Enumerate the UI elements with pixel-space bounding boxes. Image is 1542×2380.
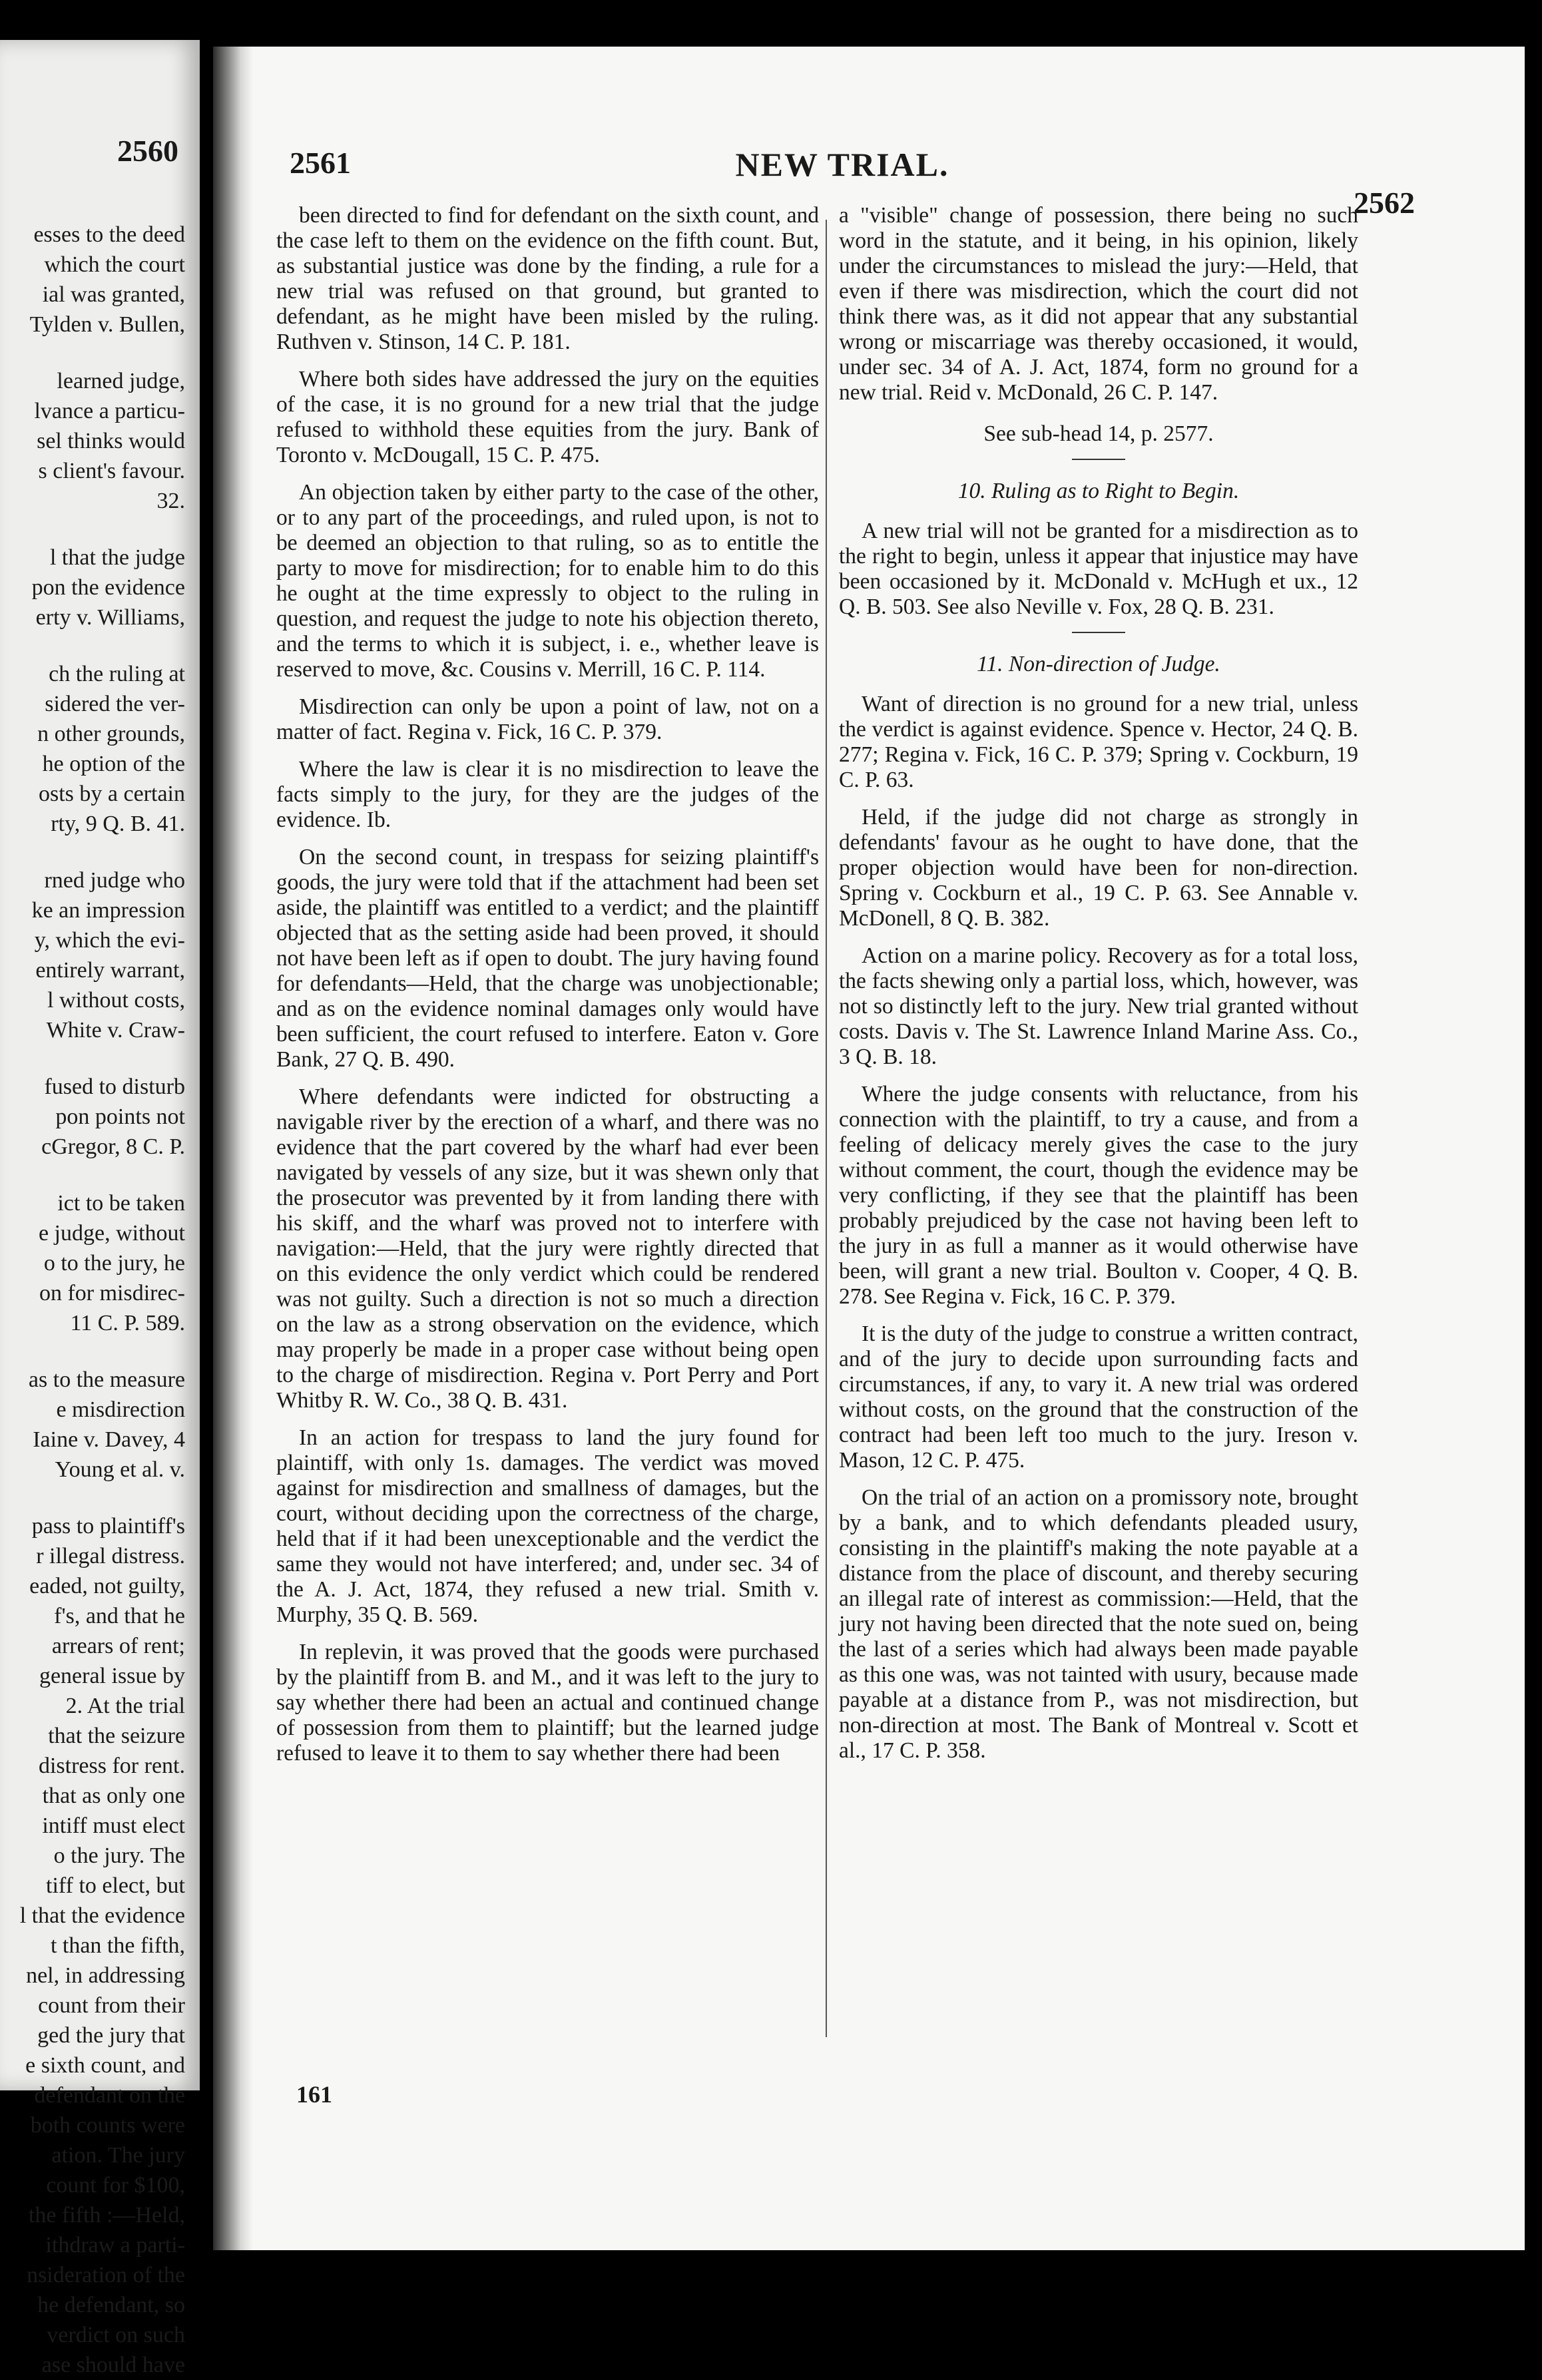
previous-page-line: pass to plaintiff's (31, 1514, 185, 1539)
left-column (276, 203, 819, 1778)
previous-page-line: rty, 9 Q. B. 41. (51, 812, 185, 836)
previous-page-line: lvance a particu- (34, 399, 185, 423)
page-number-right: 2562 (1354, 186, 1415, 220)
previous-page-line: 2. At the trial (65, 1694, 185, 1718)
previous-page-line: ial was granted, (42, 282, 185, 307)
previous-page-fragment (0, 40, 200, 2377)
previous-page-gap (0, 516, 185, 543)
previous-page-line: y, which the evi- (34, 928, 185, 953)
signature-mark: 161 (296, 2081, 332, 2108)
previous-page-line: ithdraw a parti- (45, 2233, 185, 2258)
paragraph: A new trial will not be granted for a misdirection as to the right to begin, unless it appear that injustice may have been occasioned by it. McDonald v. McHugh et ux., 12 Q. B. 503. See also Neville v. Fox, 28 Q. B. 231. (839, 519, 1358, 619)
previous-page-line: general issue by (39, 1664, 185, 1688)
paragraph: Held, if the judge did not charge as strongly in defendants' favour as he ought to have done, that the proper objection would have been for non-direction. Spring v. Cockburn et al., 19 C. P. 63. See Annable v. McDonell, 8 Q. B. 382. (839, 805, 1358, 931)
previous-page-line: both counts were (30, 2113, 185, 2138)
subheading-10: 10. Ruling as to Right to Begin. (957, 479, 1240, 503)
previous-page-line: learned judge, (57, 369, 185, 393)
previous-page-line: verdict on such (47, 2323, 185, 2347)
previous-page-line: 32. (156, 489, 185, 513)
previous-page-line: nsideration of the (27, 2263, 185, 2287)
page-header (290, 145, 1415, 220)
previous-page-line: as to the measure (28, 1367, 185, 1392)
previous-page-gap (0, 632, 185, 659)
previous-page-line: osts by a certain (39, 782, 185, 806)
page-number-left: 2561 (290, 146, 351, 180)
previous-page-line: pon points not (55, 1104, 185, 1129)
previous-page-gap (0, 1338, 185, 1365)
previous-page-line: e judge, without (38, 1221, 185, 1246)
previous-page-line: tiff to elect, but (46, 1873, 185, 1898)
previous-page-gap (0, 1045, 185, 1072)
previous-page-line: ase should have (41, 2353, 185, 2377)
paragraph: Want of direction is no ground for a new trial, unless the verdict is against evidence. Spence v. Hector, 24 Q. B. 277; Regina v. Fick, 16 C. P. 379; Spring v. Cockburn, 19 C. P. 63. (839, 692, 1358, 792)
paragraph: On the second count, in trespass for seizing plaintiff's goods, the jury were told that if the attachment had been set aside, the plaintiff was entitled to a verdict; and the plaintiff objected that as the setting aside had been proved, it should not have been left as if open to doubt. The jury having found for defendants—Held, that the charge was unobjectionable; and as on the evidence nominal damages only would have been sufficient, the court refused to interfere. Eaton v. Gore Bank, 27 Q. B. 490. (276, 845, 819, 1072)
paragraph: On the trial of an action on a promissory note, brought by a bank, and to which defendants pleaded usury, consisting in the plaintiff's making the note payable at a distance from the place of discount, and thereby securing an illegal rate of interest as commission:—Held, that the jury not having been directed that the note sued on, being the last of a series which had always been made payable as this one was, was not tainted with usury, because made payable at a distance from P., was not misdirection, but non-direction at most. The Bank of Montreal v. Scott et al., 17 C. P. 358. (839, 1485, 1358, 1763)
previous-page-gap (0, 1162, 185, 1188)
previous-page-line: intiff must elect (42, 1813, 185, 1838)
previous-page-line: entirely warrant, (35, 958, 185, 983)
previous-page-line: eaded, not guilty, (29, 1574, 185, 1598)
previous-page-line: l without costs, (47, 988, 185, 1013)
previous-page-line: which the court (44, 252, 185, 277)
previous-page-line: e sixth count, and (25, 2053, 185, 2078)
previous-page-line: e misdirection (56, 1397, 185, 1422)
previous-page-line: o the jury. The (53, 1843, 185, 1868)
subheading-11: 11. Non-direction of Judge. (977, 652, 1220, 676)
previous-page-line: nel, in addressing (26, 1963, 185, 1988)
paragraph: Where defendants were indicted for obstructing a navigable river by the erection of a wharf, and there was no evidence that the part covered by the wharf had ever been navigated by vessels of any size, but it was shewn only that the prosecutor was prevented by it from landing there with his skiff, and the wharf was proved not to interfere with navigation:—Held, that the jury were rightly directed that on this evidence the only verdict which could be rendered was not guilty. Such a direction is not so much a direction on the law as a strong observation on the evidence, which may properly be made in a proper case without being open to the charge of misdirection. Regina v. Port Perry and Port Whitby R. W. Co., 38 Q. B. 431. (276, 1084, 819, 1413)
previous-page-line: sidered the ver- (45, 692, 185, 716)
previous-page-line: r illegal distress. (36, 1544, 185, 1568)
previous-page-line: count for $100, (46, 2173, 185, 2198)
previous-page-line: t than the fifth, (50, 1933, 185, 1958)
paragraph: been directed to find for defendant on the sixth count, and the case left to them on the evidence on the fifth count. But, as substantial justice was done by the finding, a rule for a new trial was refused on that ground, but granted to defendant, as he might have been misled by the ruling. Ruthven v. Stinson, 14 C. P. 181. (276, 203, 819, 354)
previous-page-line: he defendant, so (37, 2293, 185, 2317)
paragraph: Where both sides have addressed the jury on the equities of the case, it is no ground for a new trial that the judge refused to withhold these equities from the jury. Bank of Toronto v. McDougall, 15 C. P. 475. (276, 367, 819, 467)
previous-page-line: n other grounds, (37, 722, 185, 746)
paragraph: An objection taken by either party to the case of the other, or to any part of the proceedings, and ruled upon, is not to be deemed an objection to that ruling, so as to entitle the party to move for misdirection; for to enable him to do this he ought at the time expressly to object to the ruling in question, and request the judge to note his objection thereto, and the terms to which it is subject, i. e., whether leave is reserved to move, &c. Cousins v. Merrill, 16 C. P. 114. (276, 480, 819, 682)
previous-page-line: pon the evidence (31, 575, 185, 600)
previous-page-text (0, 220, 185, 2380)
running-title: NEW TRIAL. (735, 146, 949, 183)
previous-page-gap (0, 340, 185, 366)
previous-page-line: Young et al. v. (55, 1457, 185, 1482)
previous-page-line: l that the judge (49, 545, 185, 570)
previous-page-gap (0, 1485, 185, 1511)
paragraph: It is the duty of the judge to construe a written contract, and of the jury to decide upon surrounding facts and circumstances, if any, to vary it. A new trial was ordered without costs, on the ground that the construction of the contract had been left too much to the jury. Ireson v. Mason, 12 C. P. 475. (839, 1321, 1358, 1473)
previous-page-line: Iaine v. Davey, 4 (33, 1427, 185, 1452)
previous-page-line: that as only one (42, 1784, 185, 1808)
paragraph: Where the law is clear it is no misdirection to leave the facts simply to the jury, for they are the judges of the evidence. Ib. (276, 757, 819, 832)
column-divider (826, 220, 827, 2037)
previous-page-line: Tylden v. Bullen, (29, 312, 185, 337)
previous-page-line: sel thinks would (37, 429, 185, 453)
paragraph-continued: a "visible" change of possession, there being no such word in the statute, and it being, in his opinion, likely under the circumstances to mislead the jury:—Held, that even if there was misdirection, which the court did not think there was, as it did not appear that any substantial wrong or miscarriage was thereby occasioned, it would, under sec. 34 of A. J. Act, 1874, form no ground for a new trial. Reid v. McDonald, 26 C. P. 147. (839, 203, 1358, 405)
previous-page-line: the fifth :—Held, (28, 2203, 185, 2228)
section-rule (1072, 632, 1125, 633)
paragraph: In an action for trespass to land the jury found for plaintiff, with only 1s. damages. The verdict was moved against for misdirection and smallness of damages, but the court, without deciding upon the correctness of the charge, held that if it had been unexceptionable and the verdict the same they would not have interfered; and, under sec. 34 of the A. J. Act, 1874, they refused a new trial. Smith v. Murphy, 35 Q. B. 569. (276, 1425, 819, 1627)
previous-page-line: 11 C. P. 589. (70, 1311, 185, 1335)
previous-page-line: l that the evidence (19, 1903, 185, 1928)
right-column (839, 203, 1358, 1776)
previous-page-number: 2560 (117, 134, 178, 168)
previous-page-line: s client's favour. (38, 459, 185, 483)
previous-page-line: ged the jury that (37, 2023, 185, 2048)
paragraph: Misdirection can only be upon a point of law, not on a matter of fact. Regina v. Fick, 16 C. P. 379. (276, 694, 819, 744)
previous-page-line: on for misdirec- (39, 1281, 185, 1306)
paragraph: Where the judge consents with reluctance, from his connection with the plaintiff, to try a cause, and from a feeling of delicacy merely gives the case to the jury without comment, the court, though the evidence may be very conflicting, if they see that the plaintiff has been probably prejudiced by the case not having been left to the jury in as full a manner as it would otherwise have been, will grant a new trial. Boulton v. Cooper, 4 Q. B. 278. See Regina v. Fick, 16 C. P. 379. (839, 1082, 1358, 1309)
previous-page-line: erty v. Williams, (35, 605, 185, 630)
previous-page-line: ation. The jury (51, 2143, 185, 2168)
section-rule (1072, 459, 1125, 460)
previous-page-line: arrears of rent; (51, 1634, 185, 1658)
cross-reference: See sub-head 14, p. 2577. (983, 421, 1214, 446)
previous-page-line: ke an impression (31, 898, 185, 923)
previous-page-line: ch the ruling at (49, 662, 185, 686)
previous-page-line: White v. Craw- (46, 1018, 185, 1043)
previous-page-line: distress for rent. (38, 1754, 185, 1778)
previous-page-line: fused to disturb (44, 1074, 185, 1099)
previous-page-line: cGregor, 8 C. P. (41, 1134, 185, 1159)
previous-page-line: o to the jury, he (43, 1251, 185, 1276)
previous-page-line: defendant on the (34, 2083, 185, 2108)
previous-page-line: rned judge who (44, 868, 185, 893)
previous-page-line: he option of the (42, 752, 185, 776)
previous-page-line: count from their (38, 1993, 185, 2018)
page-gutter (213, 47, 253, 2250)
previous-page-line: esses to the deed (33, 222, 185, 247)
previous-page-line: f's, and that he (54, 1604, 185, 1628)
paragraph: In replevin, it was proved that the goods were purchased by the plaintiff from B. and M., and it was left to the jury to say whether there had been an actual and continued change of possession from them to plaintiff; but the learned judge refused to leave it to them to say whether there had been (276, 1640, 819, 1766)
previous-page-line: ict to be taken (57, 1191, 185, 1216)
paragraph: Action on a marine policy. Recovery as for a total loss, the facts shewing only a partial loss, which, however, was not so distinctly left to the jury. New trial granted without costs. Davis v. The St. Lawrence Inland Marine Ass. Co., 3 Q. B. 18. (839, 943, 1358, 1069)
previous-page-gap (0, 839, 185, 865)
previous-page-line: that the seizure (48, 1724, 185, 1748)
